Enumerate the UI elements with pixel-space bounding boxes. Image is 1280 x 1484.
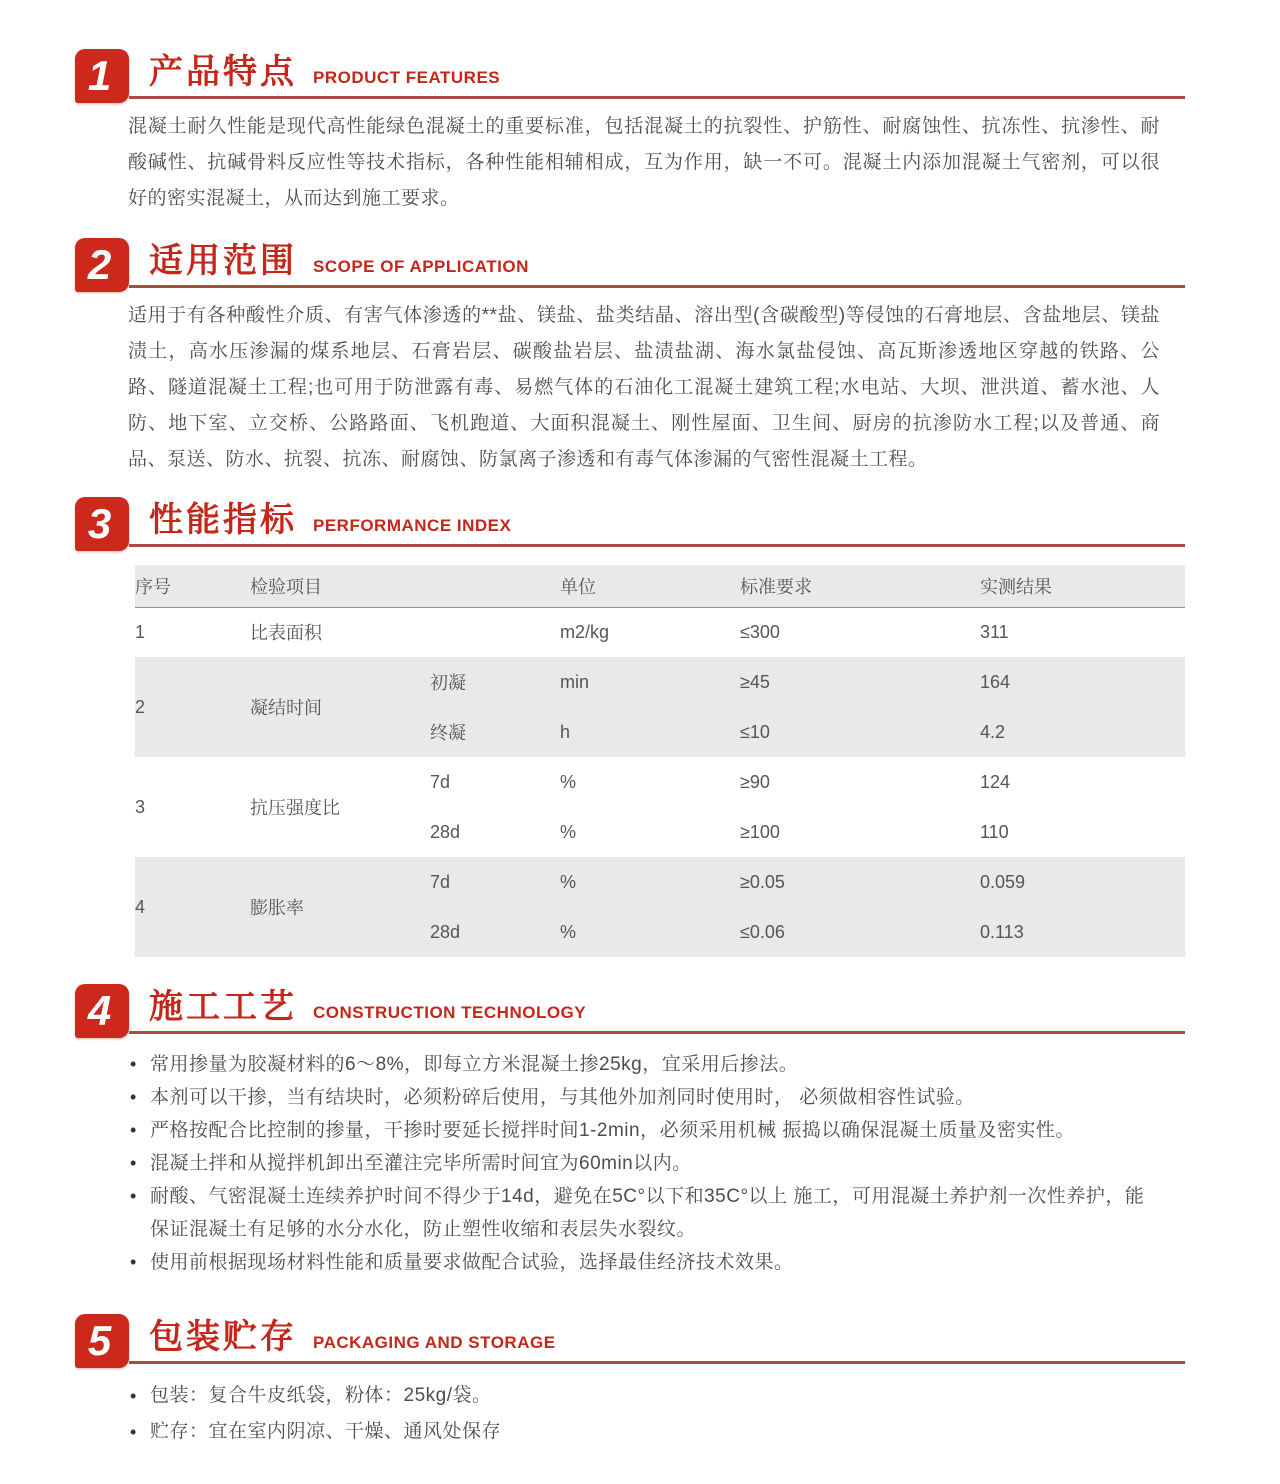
cell-sub: 28d [430, 921, 461, 942]
construction-bullet-list [128, 1048, 1158, 1279]
cell-std: ≤300 [740, 621, 780, 642]
cell-result: 110 [980, 821, 1009, 842]
section-paragraph: 混凝土耐久性能是现代高性能绿色混凝土的重要标准，包括混凝土的抗裂性、护筋性、耐腐蚀性、抗冻性、抗渗性、耐酸碱性、抗碱骨料反应性等技术指标，各种性能相辅相成，互为作用，缺一不可。混凝土内添加混凝土气密剂，可以很好的密实混凝土，从而达到施工要求。 [128, 116, 1160, 209]
table-row [135, 657, 1185, 707]
cell-item: 凝结时间 [250, 698, 322, 718]
section-construction-technology [0, 979, 1280, 1279]
section-2-header [75, 233, 1185, 288]
list-item: • 包装：复合牛皮纸袋，粉体：25kg/袋。 [128, 1378, 1158, 1414]
cell-std: ≥90 [740, 771, 770, 792]
section-number-badge: 3 [75, 497, 129, 551]
packaging-bullet-list [128, 1378, 1158, 1450]
cell-result: 4.2 [980, 721, 1006, 742]
cell-unit: % [560, 771, 577, 792]
section-title-rule [129, 492, 1185, 547]
cell-std: ≥0.05 [740, 871, 785, 892]
section-title-cn: 施工工艺 [149, 988, 297, 1026]
section-performance-index [0, 492, 1280, 957]
section-title-cn: 性能指标 [149, 501, 297, 539]
cell-no: 4 [135, 896, 146, 917]
cell-item: 抗压强度比 [250, 798, 340, 818]
section-1-header [75, 44, 1185, 99]
section-title-cn: 产品特点 [149, 53, 297, 91]
cell-std: ≥45 [740, 671, 770, 692]
table-row [135, 757, 1185, 807]
cell-sub: 28d [430, 821, 461, 842]
cell-std: ≤0.06 [740, 921, 785, 942]
section-3-header [75, 492, 1185, 547]
section-title-cn: 适用范围 [149, 242, 297, 280]
cell-no: 2 [135, 696, 146, 717]
section-packaging-and-storage [0, 1309, 1280, 1450]
section-product-features [0, 44, 1280, 217]
section-title-rule [129, 233, 1185, 288]
cell-no: 1 [135, 621, 146, 642]
section-title-en: PERFORMANCE INDEX [313, 516, 512, 535]
table-header-row [135, 565, 1185, 607]
cell-no: 3 [135, 796, 146, 817]
section-paragraph: 适用于有各种酸性介质、有害气体渗透的**盐、镁盐、盐类结晶、溶出型(含碳酸型)等侵蚀的石膏地层、含盐地层、镁盐渍土，高水压渗漏的煤系地层、石膏岩层、碳酸盐岩层、盐渍盐湖、海水氯盐侵蚀、高瓦斯渗透地区穿越的铁路、公路、隧道混凝土工程;也可用于防泄露有毒、易燃气体的石油化工混凝土建筑工程;水电站、大坝、泄洪道、蓄水池、人防、地下室、立交桥、公路路面、飞机跑道、大面积混凝土、刚性屋面、卫生间、厨房的抗渗防水工程;以及普通、商品、泵送、防水、抗裂、抗冻、耐腐蚀、防氯离子渗透和有毒气体渗漏的气密性混凝土工程。 [128, 305, 1160, 470]
col-header-item: 检验项目 [250, 576, 322, 597]
cell-result: 311 [980, 621, 1009, 642]
section-scope-of-application [0, 233, 1280, 478]
section-number-badge: 2 [75, 238, 129, 292]
cell-item: 比表面积 [250, 623, 322, 644]
cell-result: 124 [980, 771, 1011, 792]
section-title-en: PACKAGING AND STORAGE [313, 1333, 556, 1352]
cell-sub: 7d [430, 871, 451, 892]
section-title-cn: 包装贮存 [149, 1318, 297, 1356]
cell-unit: % [560, 871, 577, 892]
list-item: • 严格按配合比控制的掺量，干掺时要延长搅拌时间1-2min，必须采用机械 振捣以确保混凝土质量及密实性。 [128, 1114, 1158, 1147]
section-5-header [75, 1309, 1185, 1364]
col-header-std: 标准要求 [740, 576, 812, 597]
section-4-header [75, 979, 1185, 1034]
cell-std: ≤10 [740, 721, 770, 742]
cell-unit: m2/kg [560, 621, 610, 642]
col-header-no: 序号 [135, 576, 171, 597]
section-title-rule [129, 1309, 1185, 1364]
cell-sub [430, 607, 560, 657]
list-item: • 使用前根据现场材料性能和质量要求做配合试验，选择最佳经济技术效果。 [128, 1246, 1158, 1279]
cell-unit: min [560, 671, 590, 692]
list-item: • 常用掺量为胶凝材料的6～8%，即每立方米混凝土掺25kg，宜采用后掺法。 [128, 1048, 1158, 1081]
section-number-badge: 1 [75, 49, 129, 103]
cell-result: 0.113 [980, 921, 1024, 942]
section-number-badge: 5 [75, 1314, 129, 1368]
section-title-rule [129, 979, 1185, 1034]
col-header-unit: 单位 [560, 576, 596, 597]
cell-sub: 初凝 [430, 673, 466, 693]
cell-item: 膨胀率 [250, 898, 304, 918]
section-title-rule [129, 44, 1185, 99]
cell-unit: h [560, 721, 571, 742]
list-item: • 耐酸、气密混凝土连续养护时间不得少于14d，避免在5C°以下和35C°以上 施工，可用混凝土养护剂一次性养护，能保证混凝土有足够的水分水化，防止塑性收缩和表层失水裂纹。 [128, 1180, 1158, 1246]
col-header-result: 实测结果 [980, 576, 1052, 597]
cell-sub: 终凝 [430, 723, 466, 743]
cell-sub: 7d [430, 771, 451, 792]
section-number-badge: 4 [75, 984, 129, 1038]
list-item: • 本剂可以干掺，当有结块时，必须粉碎后使用，与其他外加剂同时使用时， 必须做相容性试验。 [128, 1081, 1158, 1114]
performance-table [135, 565, 1185, 957]
section-title-en: CONSTRUCTION TECHNOLOGY [313, 1003, 587, 1022]
cell-result: 164 [980, 671, 1011, 692]
cell-result: 0.059 [980, 871, 1026, 892]
table-row [135, 857, 1185, 907]
cell-std: ≥100 [740, 821, 780, 842]
cell-unit: % [560, 921, 577, 942]
section-title-en: SCOPE OF APPLICATION [313, 257, 529, 276]
table-row [135, 607, 1185, 657]
list-item: • 混凝土拌和从搅拌机卸出至灌注完毕所需时间宜为60min以内。 [128, 1147, 1158, 1180]
cell-unit: % [560, 821, 577, 842]
section-title-en: PRODUCT FEATURES [313, 68, 501, 87]
list-item: • 贮存：宜在室内阴凉、干燥、通风处保存 [128, 1414, 1158, 1450]
